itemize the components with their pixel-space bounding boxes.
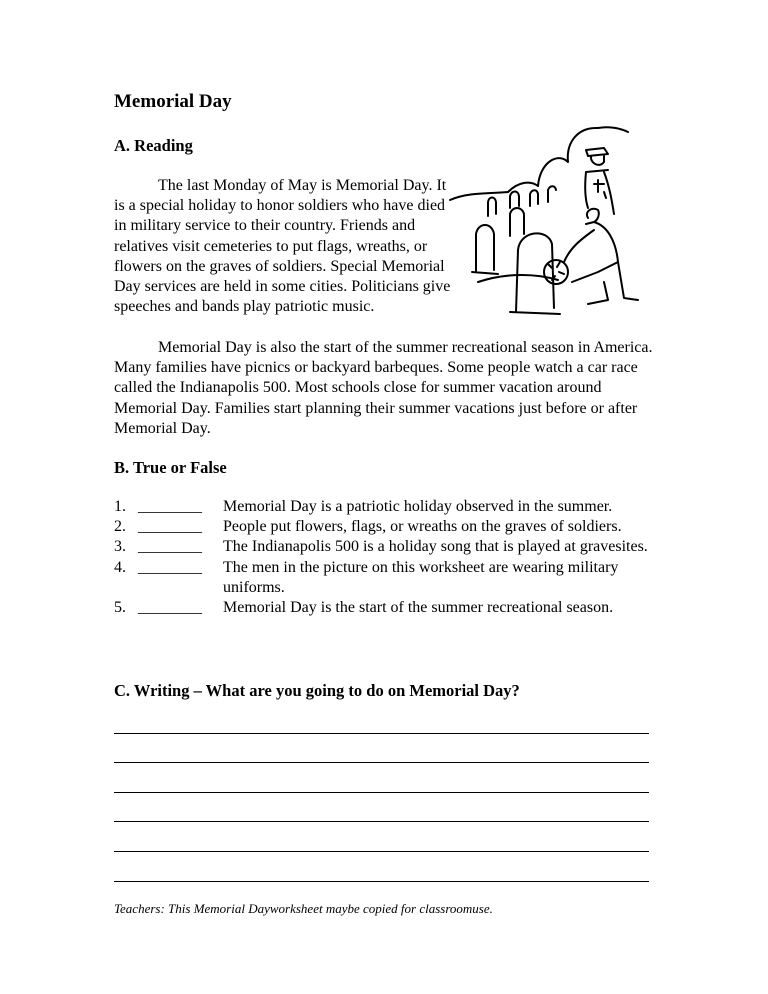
reading-heading: A. Reading — [114, 136, 193, 155]
answer-blank[interactable]: ________ — [138, 558, 202, 576]
gravestone-icon — [472, 225, 498, 274]
statement-text: Memorial Day is the start of the summer recreational season. — [223, 599, 614, 617]
true-false-list — [114, 497, 674, 618]
item-number: 2. — [114, 518, 126, 536]
true-false-heading: B. True or False — [114, 458, 227, 477]
writing-line[interactable] — [114, 763, 649, 793]
statement-text: People put flowers, flags, or wreaths on the graves of soldiers. — [223, 518, 622, 536]
answer-blank[interactable]: ________ — [138, 599, 202, 617]
distant-gravestone-icon — [510, 208, 524, 236]
statement-text: Memorial Day is a patriotic holiday observed in the summer. — [223, 498, 613, 515]
list-item — [114, 598, 674, 618]
list-item — [114, 537, 674, 557]
statement-text: The men in the picture on this worksheet are wearing military uniforms. — [223, 558, 619, 596]
item-number: 3. — [114, 538, 126, 556]
item-number: 4. — [114, 558, 126, 576]
item-number: 5. — [114, 599, 126, 617]
distant-gravestone-icon — [488, 198, 496, 217]
standing-soldier-icon — [585, 148, 614, 214]
distant-gravestone-icon — [548, 186, 556, 202]
reading-paragraph-1: The last Monday of May is Memorial Day. It is a special holiday to honor soldiers who have died in military service to their country. Friends and relatives visit cemeteries to put flags, wreaths, or flowers on the graves of soldiers. Special Memorial Day services are held in some cities. Politicians give speeches and bands play patriotic music. — [114, 177, 451, 316]
page-title: Memorial Day — [114, 91, 232, 112]
list-item — [114, 517, 674, 537]
answer-blank[interactable]: ________ — [138, 518, 202, 536]
writing-line[interactable] — [114, 704, 649, 734]
answer-blank[interactable]: ________ — [138, 498, 202, 515]
writing-line[interactable] — [114, 734, 649, 764]
statement-text: The Indianapolis 500 is a holiday song that is played at gravesites. — [223, 538, 648, 556]
teacher-footer-note: Teachers: This Memorial Dayworksheet maybe copied for classroomuse. — [114, 901, 493, 916]
distant-gravestone-icon — [530, 190, 538, 206]
kneeling-soldier-icon — [564, 209, 638, 304]
answer-blank[interactable]: ________ — [138, 538, 202, 556]
list-item — [114, 497, 674, 517]
writing-heading: C. Writing – What are you going to do on Memorial Day? — [114, 681, 520, 700]
writing-line[interactable] — [114, 793, 649, 823]
reading-paragraph-2: Memorial Day is also the start of the summer recreational season in America. Many families have picnics or backyard barbeques. Some people watch a car race called the Indianapolis 500. Most schools close for summer vacation around Memorial Day. Families start planning their summer vacations just before or after Memorial Day. — [114, 339, 653, 437]
distant-gravestone-icon — [510, 192, 519, 209]
writing-line[interactable] — [114, 822, 649, 852]
large-gravestone-icon — [510, 233, 560, 314]
soldiers-at-grave-illustration — [448, 122, 663, 318]
item-number: 1. — [114, 498, 126, 515]
writing-line[interactable] — [114, 852, 649, 882]
list-item — [114, 558, 674, 598]
writing-lines — [114, 704, 649, 882]
